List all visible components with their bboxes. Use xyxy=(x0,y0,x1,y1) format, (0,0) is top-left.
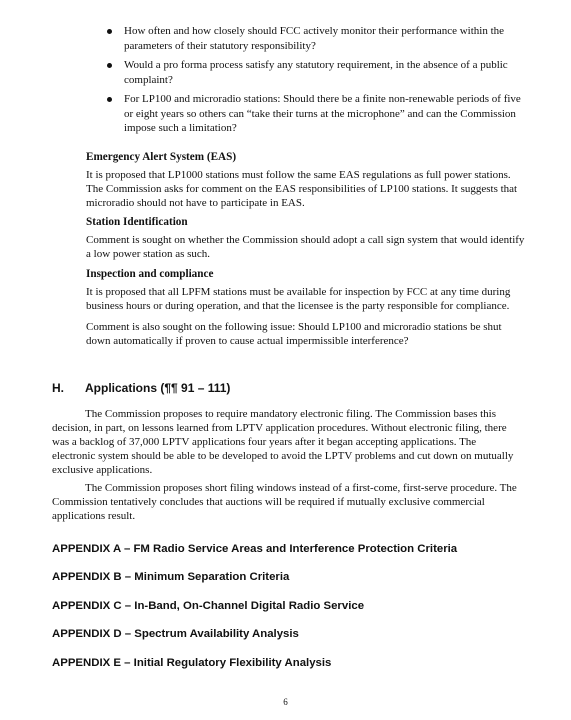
bullet-dot-icon xyxy=(107,29,112,34)
bullet-dot-icon xyxy=(107,97,112,102)
inspection-heading: Inspection and compliance xyxy=(86,268,214,280)
section-letter: H. xyxy=(52,381,64,395)
bullet-item xyxy=(105,58,525,87)
bullet-dot-icon xyxy=(107,63,112,68)
bullet-text: How often and how closely should FCC actively monitor their performance within the parameters of their statutory responsibility? xyxy=(124,25,505,52)
station-id-section xyxy=(86,215,526,261)
electronic-filing-paragraph: The Commission proposes to require mandatory electronic filing. The Commission bases this decision, in part, on lessons learned from LPTV application procedures. Without electronic filing, there was a backlog of 37,000 LPTV applications four years after it began accepting applications. The electronic system should be able to be developed to avoid the LPTV problems and cut down on mutually exclusive applications. xyxy=(52,408,514,476)
filing-windows-paragraph: The Commission proposes short filing windows instead of a first-come, first-serve procedure. The Commission tentatively concludes that auctions will be required if mutually exclusive commercial applications result. xyxy=(52,482,517,522)
interference-paragraph: Comment is also sought on the following issue: Should LP100 and microradio stations be shut down automatically if proven to cause actual impermissible interference? xyxy=(86,321,502,347)
eas-section xyxy=(86,150,526,210)
question-bullet-list xyxy=(105,24,525,141)
appendix-d-heading: APPENDIX D – Spectrum Availability Analysis xyxy=(52,628,299,640)
bullet-text: For LP100 and microradio stations: Should there be a finite non-renewable periods of five or eight years so others can “take their turns at the microphone” and can the Commission impose such a limitation? xyxy=(124,93,521,134)
eas-heading: Emergency Alert System (EAS) xyxy=(86,151,237,163)
appendix-b-heading: APPENDIX B – Minimum Separation Criteria xyxy=(52,571,290,583)
appendix-e-heading: APPENDIX E – Initial Regulatory Flexibility Analysis xyxy=(52,657,332,669)
bullet-item xyxy=(105,92,525,136)
bullet-text: Would a pro forma process satisfy any statutory requirement, in the absence of a public complaint? xyxy=(124,59,508,86)
eas-paragraph: It is proposed that LP1000 stations must follow the same EAS regulations as full power stations. The Commission asks for comment on the EAS responsibilities of LP100 stations. It suggests that microradio should not have to participate in EAS. xyxy=(86,169,518,209)
section-title: Applications (¶¶ 91 – 111) xyxy=(85,381,231,395)
appendix-a-heading: APPENDIX A – FM Radio Service Areas and Interference Protection Criteria xyxy=(52,543,458,555)
station-id-paragraph: Comment is sought on whether the Commission should adopt a call sign system that would identify a low power station as such. xyxy=(86,234,525,260)
inspection-section xyxy=(86,267,526,348)
page-number: 6 xyxy=(283,697,288,707)
section-h-heading xyxy=(52,381,230,395)
bullet-item xyxy=(105,24,525,53)
station-id-heading: Station Identification xyxy=(86,216,188,228)
inspection-paragraph: It is proposed that all LPFM stations must be available for inspection by FCC at any time during business hours or during operation, and that the licensee is the party responsible for compliance. xyxy=(86,286,511,312)
appendix-c-heading: APPENDIX C – In-Band, On-Channel Digital Radio Service xyxy=(52,600,365,612)
